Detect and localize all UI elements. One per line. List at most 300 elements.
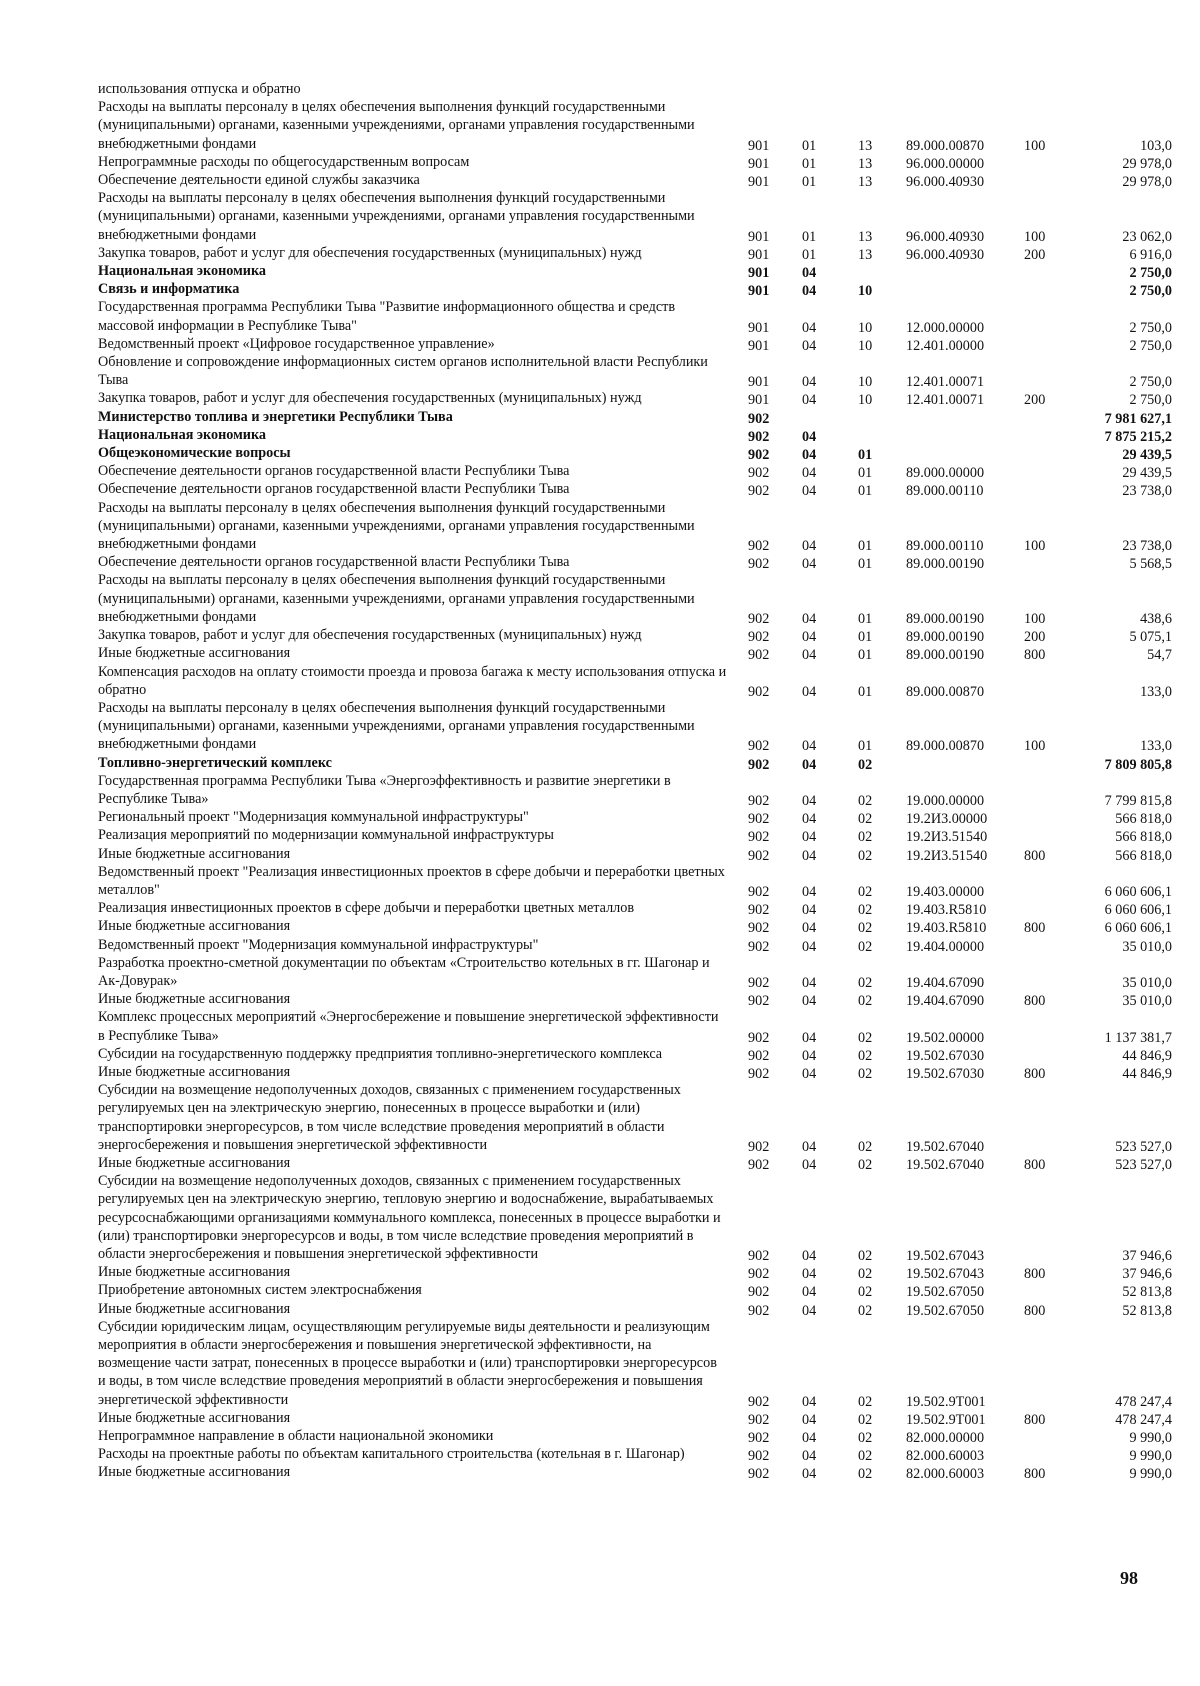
amount: 44 846,9: [1122, 1047, 1172, 1064]
target-article-code: 19.404.67090: [906, 993, 985, 1010]
section-code: 04: [802, 683, 817, 700]
ved-code: 902: [748, 738, 770, 755]
table-row: [98, 1008, 1172, 1046]
ved-code: 901: [748, 392, 770, 409]
row-name: Иные бюджетные ассигнования: [98, 645, 291, 662]
ved-code: 902: [748, 829, 770, 846]
amount: 523 527,0: [1115, 1156, 1172, 1173]
expense-type-code: 100: [1024, 538, 1046, 555]
row-name: Обновление и сопровождение информационных систем органов исполнительной власти Республики Тыва: [98, 354, 708, 389]
target-article-code: 19.502.67043: [906, 1248, 985, 1264]
amount: 2 750,0: [1129, 283, 1172, 300]
subsection-code: 02: [858, 902, 873, 919]
row-name: Министерство топлива и энергетики Республики Тыва: [98, 408, 453, 425]
ved-code: 902: [748, 1156, 770, 1173]
target-article-code: 19.2И3.51540: [906, 847, 988, 864]
target-article-code: 89.000.00870: [906, 683, 985, 700]
target-article-code: 89.000.00110: [906, 538, 984, 555]
ved-code: 902: [748, 483, 770, 500]
section-code: 04: [802, 1302, 817, 1319]
expense-type-code: 100: [1024, 610, 1046, 627]
expense-type-code: 800: [1024, 847, 1046, 864]
table-row: [98, 899, 1172, 919]
row-name: Обеспечение деятельности органов государственной власти Республики Тыва: [98, 554, 570, 571]
section-code: 04: [802, 993, 817, 1010]
amount: 478 247,4: [1115, 1411, 1172, 1428]
ved-code: 902: [748, 920, 770, 937]
amount: 133,0: [1140, 738, 1172, 755]
amount: 103,0: [1140, 137, 1172, 154]
table-row: [98, 571, 1172, 627]
table-row: [98, 153, 1172, 172]
row-name: Национальная экономика: [98, 263, 267, 280]
section-code: 01: [802, 228, 817, 245]
subsection-code: 13: [858, 174, 873, 191]
ved-code: 902: [748, 1065, 770, 1082]
ved-code: 902: [748, 756, 770, 773]
amount: 29 439,5: [1122, 447, 1172, 464]
table-row: [98, 280, 1172, 300]
ved-code: 902: [748, 902, 770, 919]
section-code: 01: [802, 246, 817, 263]
section-code: 04: [802, 829, 817, 846]
row-name: Субсидии на государственную поддержку предприятия топливно-энергетического комплекса: [98, 1045, 663, 1062]
ved-code: 901: [748, 228, 770, 245]
row-name: Иные бюджетные ассигнования: [98, 1409, 291, 1426]
section-code: 04: [802, 483, 817, 500]
table-row: [98, 298, 1172, 336]
subsection-code: 02: [858, 1393, 873, 1410]
section-code: 04: [802, 1266, 817, 1283]
target-article-code: 82.000.60003: [906, 1466, 985, 1483]
subsection-code: 02: [858, 1248, 873, 1264]
expense-type-code: 800: [1024, 1156, 1046, 1173]
table-row: [98, 1063, 1172, 1082]
ved-code: 901: [748, 283, 770, 300]
section-code: 04: [802, 811, 817, 828]
target-article-code: 89.000.00190: [906, 647, 985, 664]
amount: 438,6: [1140, 610, 1172, 627]
ved-code: 902: [748, 647, 770, 664]
table-row: [98, 663, 1172, 700]
ved-code: 902: [748, 847, 770, 864]
table-row: [98, 389, 1172, 409]
target-article-code: 89.000.00190: [906, 629, 985, 646]
amount: 566 818,0: [1115, 829, 1172, 846]
subsection-code: 02: [858, 829, 873, 846]
section-code: 04: [802, 792, 817, 809]
subsection-code: 13: [858, 228, 873, 245]
section-code: 04: [802, 847, 817, 864]
amount: 1 137 381,7: [1104, 1029, 1172, 1046]
row-name: Закупка товаров, работ и услуг для обеспечения государственных (муниципальных) нужд: [98, 627, 642, 644]
row-name: Ведомственный проект "Реализация инвестиционных проектов в сфере добычи и переработки цветных металлов": [98, 863, 725, 898]
target-article-code: 89.000.00000: [906, 465, 985, 482]
target-article-code: 19.502.67040: [906, 1138, 985, 1155]
expense-type-code: 100: [1024, 738, 1046, 755]
subsection-code: 01: [858, 556, 873, 573]
amount: 2 750,0: [1129, 337, 1172, 354]
row-name: Расходы на выплаты персоналу в целях обеспечения выполнения функций государственными (муниципальными) органами, казенными учреждениями, органами управления государственными внебюджетными фондами: [98, 190, 695, 243]
ved-code: 902: [748, 1284, 770, 1301]
amount: 2 750,0: [1129, 319, 1172, 336]
amount: 2 750,0: [1129, 374, 1172, 391]
target-article-code: 19.502.67040: [906, 1156, 985, 1173]
table-row: [98, 1463, 1172, 1483]
amount: 9 990,0: [1129, 1466, 1172, 1483]
section-code: 04: [802, 1047, 817, 1064]
target-article-code: 19.2И3.51540: [906, 829, 988, 846]
target-article-code: 19.502.67030: [906, 1065, 985, 1082]
table-row: [98, 1045, 1172, 1064]
amount: 2 750,0: [1129, 265, 1172, 282]
subsection-code: 10: [858, 283, 873, 300]
table-row: [98, 80, 1158, 98]
table-row: [98, 936, 1172, 955]
amount: 37 946,6: [1122, 1248, 1172, 1264]
amount: 23 738,0: [1122, 483, 1172, 500]
amount: 6 060 606,1: [1104, 883, 1172, 900]
table-row: [98, 98, 1172, 154]
amount: 52 813,8: [1122, 1284, 1172, 1301]
ved-code: 902: [748, 465, 770, 482]
table-row: [98, 1318, 1172, 1410]
target-article-code: 19.000.00000: [906, 792, 985, 809]
expense-type-code: 200: [1024, 392, 1046, 409]
row-name: Разработка проектно-сметной документации по объектам «Строительство котельных в гг. Шагонар и Ак-Довурак»: [98, 954, 710, 989]
amount: 44 846,9: [1122, 1065, 1172, 1082]
amount: 35 010,0: [1122, 974, 1172, 991]
budget-table: [98, 80, 1172, 1483]
table-row: [98, 845, 1172, 864]
section-code: 04: [802, 392, 817, 409]
amount: 566 818,0: [1115, 847, 1172, 864]
amount: 566 818,0: [1115, 811, 1172, 828]
amount: 52 813,8: [1122, 1302, 1172, 1319]
target-article-code: 12.000.00000: [906, 319, 985, 336]
amount: 133,0: [1140, 683, 1172, 700]
row-name: Обеспечение деятельности органов государственной власти Республики Тыва: [98, 481, 570, 498]
ved-code: 901: [748, 374, 770, 391]
table-row: [98, 171, 1172, 191]
row-name: Расходы на выплаты персоналу в целях обеспечения выполнения функций государственными (муниципальными) органами, казенными учреждениями, органами управления государственными внебюджетными фондами: [98, 572, 695, 625]
table-row: [98, 553, 1172, 573]
row-name: Иные бюджетные ассигнования: [98, 1464, 291, 1481]
expense-type-code: 800: [1024, 1411, 1046, 1428]
target-article-code: 12.401.00071: [906, 374, 985, 391]
expense-type-code: 800: [1024, 1302, 1046, 1319]
amount: 9 990,0: [1129, 1430, 1172, 1447]
row-name: Обеспечение деятельности единой службы заказчика: [98, 172, 420, 189]
row-name: Расходы на выплаты персоналу в целях обеспечения выполнения функций государственными (муниципальными) органами, казенными учреждениями, органами управления государственными внебюджетными фондами: [98, 99, 695, 152]
section-code: 04: [802, 465, 817, 482]
section-code: 04: [802, 902, 817, 919]
subsection-code: 02: [858, 920, 873, 937]
target-article-code: 19.404.67090: [906, 974, 985, 991]
target-article-code: 19.502.00000: [906, 1029, 985, 1046]
section-code: 04: [802, 319, 817, 336]
row-name: Расходы на выплаты персоналу в целях обеспечения выполнения функций государственными (муниципальными) органами, казенными учреждениями, органами управления государственными внебюджетными фондами: [98, 499, 695, 553]
table-row: [98, 699, 1172, 755]
target-article-code: 12.401.00000: [906, 337, 985, 354]
section-code: 04: [802, 647, 817, 664]
target-article-code: 89.000.00190: [906, 610, 985, 627]
ved-code: 902: [748, 811, 770, 828]
row-name: Субсидии на возмещение недополученных доходов, связанных с применением государственных регулируемых цен на электрическую энергию, понесенных в процессе выработки и (или) транспортировки энергоресурсов, в том числе вследствие проведения мероприятий в области энергосбережения и повышения энергетической эффективности: [98, 1082, 681, 1153]
ved-code: 902: [748, 1411, 770, 1428]
amount: 9 990,0: [1129, 1448, 1172, 1465]
subsection-code: 13: [858, 246, 873, 263]
subsection-code: 02: [858, 1411, 873, 1428]
ved-code: 902: [748, 1248, 770, 1264]
target-article-code: 89.000.00870: [906, 738, 985, 755]
subsection-code: 02: [858, 1065, 873, 1082]
ved-code: 902: [748, 610, 770, 627]
table-row: [98, 426, 1172, 445]
ved-code: 902: [748, 1393, 770, 1410]
section-code: 01: [802, 137, 817, 154]
target-article-code: 19.502.9Т001: [906, 1411, 986, 1428]
table-row: [98, 244, 1172, 263]
section-code: 04: [802, 1156, 817, 1173]
row-name: Иные бюджетные ассигнования: [98, 991, 291, 1008]
subsection-code: 01: [858, 647, 873, 664]
amount: 23 062,0: [1122, 228, 1172, 245]
section-code: 04: [802, 1284, 817, 1301]
row-name: Ведомственный проект «Цифровое государственное управление»: [98, 335, 495, 352]
ved-code: 902: [748, 938, 770, 955]
subsection-code: 02: [858, 1138, 873, 1155]
subsection-code: 01: [858, 610, 873, 627]
table-row: [98, 408, 1172, 427]
table-row: [98, 754, 1172, 773]
expense-type-code: 800: [1024, 1065, 1046, 1082]
ved-code: 901: [748, 265, 770, 282]
expense-type-code: 800: [1024, 920, 1046, 937]
expense-type-code: 800: [1024, 647, 1046, 664]
amount: 523 527,0: [1115, 1138, 1172, 1155]
row-name: Непрограммные расходы по общегосударственным вопросам: [98, 153, 470, 170]
subsection-code: 02: [858, 1284, 873, 1301]
expense-type-code: 100: [1024, 137, 1046, 154]
amount: 7 809 805,8: [1104, 756, 1172, 773]
expense-type-code: 800: [1024, 1266, 1046, 1283]
subsection-code: 02: [858, 1029, 873, 1046]
section-code: 04: [802, 1248, 817, 1264]
amount: 29 978,0: [1122, 174, 1172, 191]
amount: 37 946,6: [1122, 1266, 1172, 1283]
ved-code: 901: [748, 174, 770, 191]
target-article-code: 96.000.40930: [906, 174, 985, 191]
row-name: Непрограммное направление в области национальной экономики: [98, 1428, 494, 1445]
row-name: Расходы на выплаты персоналу в целях обеспечения выполнения функций государственными (муниципальными) органами, казенными учреждениями, органами управления государственными внебюджетными фондами: [98, 699, 695, 753]
subsection-code: 02: [858, 811, 873, 828]
target-article-code: 19.502.9Т001: [906, 1393, 986, 1410]
section-code: 04: [802, 610, 817, 627]
subsection-code: 02: [858, 1302, 873, 1319]
ved-code: 902: [748, 556, 770, 573]
row-name: Связь и информатика: [98, 281, 240, 298]
row-name: Ведомственный проект "Модернизация коммунальной инфраструктуры": [98, 936, 539, 953]
section-code: 04: [802, 1065, 817, 1082]
subsection-code: 10: [858, 337, 873, 354]
section-code: 04: [802, 1411, 817, 1428]
subsection-code: 02: [858, 847, 873, 864]
amount: 7 875 215,2: [1104, 428, 1172, 445]
section-code: 04: [802, 629, 817, 646]
table-row: [98, 644, 1172, 664]
ved-code: 902: [748, 792, 770, 809]
section-code: 04: [802, 920, 817, 937]
amount: 5 075,1: [1129, 629, 1172, 646]
row-name: Закупка товаров, работ и услуг для обеспечения государственных (муниципальных) нужд: [98, 390, 642, 407]
row-name: Национальная экономика: [98, 426, 267, 443]
ved-code: 902: [748, 993, 770, 1010]
section-code: 04: [802, 1466, 817, 1483]
row-name: Реализация инвестиционных проектов в сфере добычи и переработки цветных металлов: [98, 900, 635, 917]
subsection-code: 02: [858, 974, 873, 991]
row-name: Иные бюджетные ассигнования: [98, 1300, 291, 1317]
row-name: Расходы на проектные работы по объектам капитального строительства (котельная в г. Шагонар): [98, 1446, 685, 1463]
amount: 7 981 627,1: [1104, 410, 1172, 427]
amount: 7 799 815,8: [1104, 792, 1172, 809]
ved-code: 901: [748, 319, 770, 336]
ved-code: 902: [748, 883, 770, 900]
row-name: Закупка товаров, работ и услуг для обеспечения государственных (муниципальных) нужд: [98, 244, 642, 261]
subsection-code: 02: [858, 1156, 873, 1173]
ved-code: 902: [748, 974, 770, 991]
ved-code: 902: [748, 1266, 770, 1283]
row-name: Иные бюджетные ассигнования: [98, 845, 291, 862]
ved-code: 902: [748, 410, 770, 427]
table-row: [98, 917, 1172, 937]
table-row: [98, 499, 1172, 555]
target-article-code: 19.502.67050: [906, 1302, 985, 1319]
expense-type-code: 200: [1024, 629, 1046, 646]
table-row: [98, 1427, 1172, 1447]
table-row: [98, 626, 1172, 646]
ved-code: 901: [748, 155, 770, 172]
row-name: Иные бюджетные ассигнования: [98, 918, 291, 935]
subsection-code: 10: [858, 374, 873, 391]
subsection-code: 01: [858, 538, 873, 555]
row-name: Субсидии на возмещение недополученных доходов, связанных с применением государственных регулируемых цен на электрическую энергию, тепловую энергию и водоснабжение, вырабатываемых ресурсоснабжающими организациями коммунального комплекса, понесенных в процессе выработки и (или) транспортировки энергоресурсов и воды, в том числе вследствие проведения мероприятий в области энергосбережения и повышения энергетической эффективности: [98, 1173, 721, 1262]
target-article-code: 96.000.40930: [906, 228, 985, 245]
row-name: Государственная программа Республики Тыва "Развитие информационного общества и средств массовой информации в Республике Тыва": [98, 299, 676, 334]
ved-code: 902: [748, 1466, 770, 1483]
amount: 5 568,5: [1129, 556, 1172, 573]
row-name: Общеэкономические вопросы: [98, 445, 291, 462]
table-row: [98, 480, 1172, 500]
ved-code: 902: [748, 428, 770, 445]
row-name: Государственная программа Республики Тыва «Энергоэффективность и развитие энергетики в Республике Тыва»: [98, 772, 671, 807]
table-row: [98, 189, 1172, 245]
ved-code: 902: [748, 1448, 770, 1465]
subsection-code: 02: [858, 1466, 873, 1483]
subsection-code: 02: [858, 1430, 873, 1447]
row-name: Комплекс процессных мероприятий «Энергосбережение и повышение энергетической эффективности в Республике Тыва»: [98, 1009, 719, 1044]
expense-type-code: 100: [1024, 228, 1046, 245]
subsection-code: 01: [858, 447, 873, 464]
table-row: [98, 863, 1172, 900]
section-code: 04: [802, 1393, 817, 1410]
subsection-code: 01: [858, 629, 873, 646]
amount: 6 060 606,1: [1104, 902, 1172, 919]
table-row: [98, 1300, 1172, 1319]
table-row: [98, 954, 1172, 991]
table-row: [98, 1154, 1172, 1173]
subsection-code: 01: [858, 683, 873, 700]
section-code: 04: [802, 265, 817, 282]
table-row: [98, 1263, 1172, 1283]
amount: 6 060 606,1: [1104, 920, 1172, 937]
subsection-code: 02: [858, 756, 873, 773]
section-code: 04: [802, 428, 817, 445]
section-code: 04: [802, 883, 817, 900]
table-row: [98, 826, 1172, 846]
row-name: Иные бюджетные ассигнования: [98, 1063, 291, 1080]
section-code: 04: [802, 556, 817, 573]
table-row: [98, 335, 1172, 354]
row-name: Иные бюджетные ассигнования: [98, 1264, 291, 1281]
target-article-code: 82.000.00000: [906, 1430, 985, 1447]
row-name: Реализация мероприятий по модернизации коммунальной инфраструктуры: [98, 827, 554, 844]
amount: 35 010,0: [1122, 938, 1172, 955]
section-code: 04: [802, 1138, 817, 1155]
amount: 478 247,4: [1115, 1393, 1172, 1410]
table-row: [98, 262, 1172, 282]
target-article-code: 19.502.67030: [906, 1047, 985, 1064]
ved-code: 902: [748, 447, 770, 464]
ved-code: 902: [748, 683, 770, 700]
row-name: Иные бюджетные ассигнования: [98, 1154, 291, 1171]
section-code: 04: [802, 1029, 817, 1046]
subsection-code: 10: [858, 392, 873, 409]
target-article-code: 89.000.00190: [906, 556, 985, 573]
subsection-code: 02: [858, 883, 873, 900]
section-code: 04: [802, 974, 817, 991]
target-article-code: 19.2И3.00000: [906, 811, 988, 828]
table-row: [98, 462, 1172, 482]
target-article-code: 19.502.67050: [906, 1284, 985, 1301]
section-code: 04: [802, 538, 817, 555]
amount: 29 439,5: [1122, 465, 1172, 482]
table-row: [98, 1281, 1172, 1301]
target-article-code: 96.000.40930: [906, 246, 985, 263]
target-article-code: 12.401.00071: [906, 392, 985, 409]
table-row: [98, 353, 1172, 391]
target-article-code: 89.000.00110: [906, 483, 984, 500]
table-row: [98, 990, 1172, 1010]
row-name: Приобретение автономных систем электроснабжения: [98, 1282, 422, 1299]
amount: 6 916,0: [1129, 246, 1172, 263]
row-name: Топливно-энергетический комплекс: [98, 754, 332, 771]
subsection-code: 01: [858, 483, 873, 500]
expense-type-code: 200: [1024, 246, 1046, 263]
section-code: 04: [802, 938, 817, 955]
target-article-code: 89.000.00870: [906, 137, 985, 154]
table-row: [98, 444, 1172, 464]
subsection-code: 10: [858, 319, 873, 336]
section-code: 04: [802, 738, 817, 755]
amount: 54,7: [1147, 647, 1172, 664]
target-article-code: 19.403.R5810: [906, 902, 987, 919]
table-row: [98, 1172, 1172, 1264]
ved-code: 901: [748, 246, 770, 263]
ved-code: 902: [748, 1302, 770, 1319]
ved-code: 902: [748, 1138, 770, 1155]
section-code: 04: [802, 374, 817, 391]
